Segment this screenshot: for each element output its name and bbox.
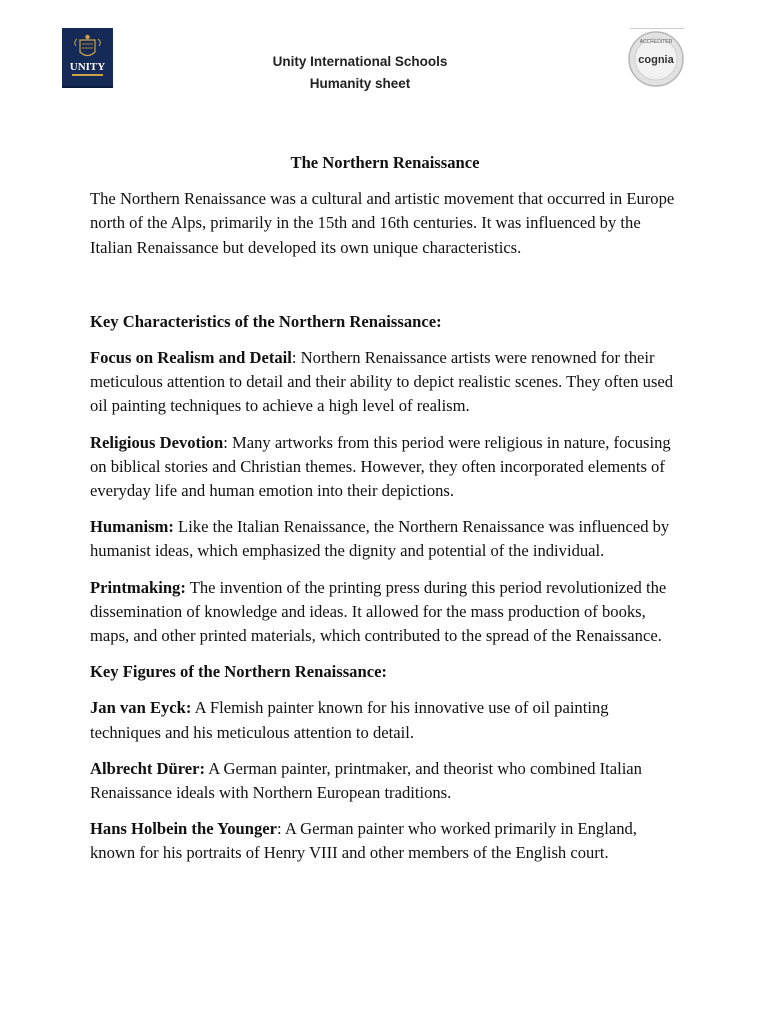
unity-school-logo [62, 28, 113, 88]
page-header [0, 0, 768, 100]
characteristic-term: Focus on Realism and Detail [90, 348, 292, 368]
figures-heading: Key Figures of the Northern Renaissance: [90, 662, 387, 682]
intro-paragraph: The Northern Renaissance was a cultural and artistic movement that occurred in Europe north of the Alps, primarily in the 15th and 16th centuries. It was influenced by the Italian Renaissance but developed its own unique characteristics. [90, 189, 675, 257]
characteristics-heading: Key Characteristics of the Northern Renaissance: [90, 311, 442, 331]
characteristic-text: Many artworks from this period were religious in nature, focusing on biblical stories and Christian themes. However, they often incorporated elements of everyday life and human emotion into their depictions. [90, 432, 671, 501]
document-body [90, 151, 680, 878]
figure-text: A German painter, printmaker, and theorist who combined Italian Renaissance ideals with Northern European traditions. [90, 758, 642, 803]
characteristic-text: Like the Italian Renaissance, the Northern Renaissance was influenced by humanist ideas, which emphasized the dignity and potential of the individual. [90, 517, 670, 561]
characteristic-separator: : [291, 348, 297, 368]
characteristic-term: Printmaking: [90, 577, 186, 597]
figure-term: Jan van Eyck: [90, 698, 192, 718]
characteristic-item [90, 431, 680, 504]
characteristic-term: Humanism: [90, 517, 174, 537]
characteristic-term: Religious Devotion [90, 432, 224, 452]
figure-text: A German painter who worked primarily in England, known for his portraits of Henry VIII and other members of the English court. [90, 819, 637, 863]
school-name: Unity International Schools [272, 54, 448, 69]
right-logo-text: cognia [638, 54, 674, 66]
right-logo-ring-text: ACCREDITED [639, 39, 673, 45]
header-title-block [200, 51, 520, 95]
figure-item [90, 696, 680, 744]
characteristic-separator: : [223, 432, 228, 452]
header-rule [630, 28, 684, 29]
figure-separator: : [277, 819, 282, 839]
characteristic-item [90, 346, 680, 419]
left-logo-text: UNITY [69, 61, 106, 73]
cognia-seal-icon [627, 30, 685, 88]
figure-text: A Flemish painter known for his innovative use of oil painting techniques and his meticulous attention to detail. [90, 698, 609, 742]
cognia-accreditation-badge [627, 30, 685, 88]
document-title: The Northern Renaissance [290, 153, 480, 172]
characteristic-item [90, 576, 680, 649]
characteristic-text: Northern Renaissance artists were renowned for their meticulous attention to detail and their ability to depict realistic scenes. They often used oil painting techniques to achieve a high level of realism. [90, 348, 674, 416]
unity-crest-icon [62, 28, 113, 86]
characteristic-item [90, 515, 680, 563]
figure-item [90, 817, 680, 865]
figure-term: Hans Holbein the Younger [90, 819, 278, 839]
figure-item [90, 757, 680, 805]
figure-term: Albrecht Dürer: [90, 758, 206, 778]
sheet-name: Humanity sheet [309, 76, 411, 91]
characteristic-text: The invention of the printing press during this period revolutionized the dissemination of knowledge and ideas. It allowed for the mass production of books, maps, and other printed materials, which contributed to the spread of the Renaissance. [90, 577, 667, 646]
